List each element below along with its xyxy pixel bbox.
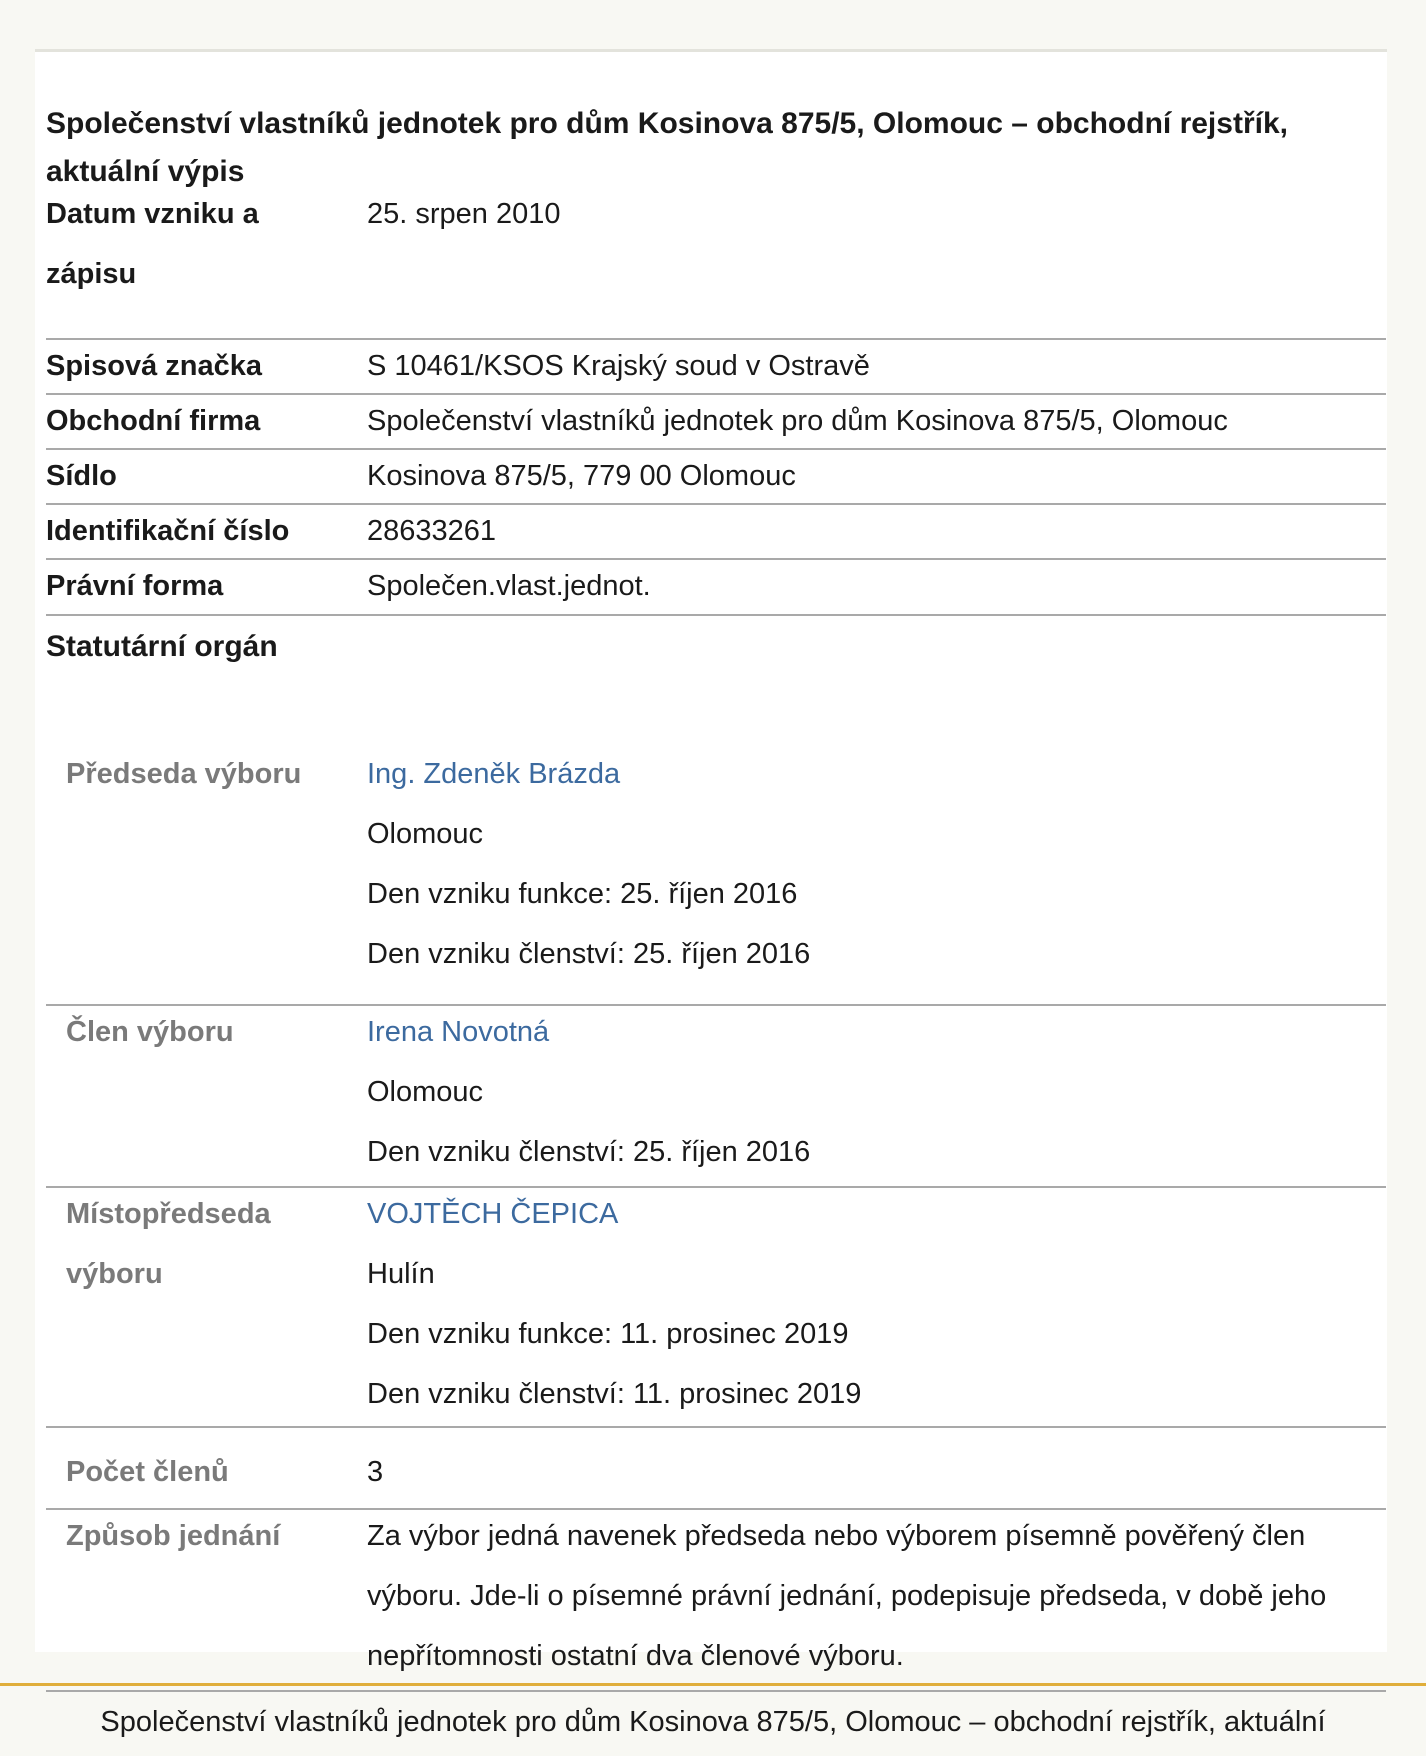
member-name-link[interactable]: Ing. Zdeněk Brázda <box>367 758 621 790</box>
member-function-start: Den vzniku funkce: 25. říjen 2016 <box>367 878 798 910</box>
id-label: Identifikační číslo <box>46 515 290 547</box>
row-file <box>46 340 1386 395</box>
page-title: Společenství vlastníků jednotek pro dům Kosinova 875/5, Olomouc – obchodní rejstřík, aktuální výpis <box>46 107 1288 188</box>
row-conduct <box>46 1510 1386 1692</box>
row-id <box>46 505 1386 560</box>
id-value: 28633261 <box>367 515 497 547</box>
row-form <box>46 560 1386 616</box>
file-label: Spisová značka <box>46 350 262 382</box>
count-label: Počet členů <box>66 1456 229 1488</box>
firm-label: Obchodní firma <box>46 405 261 437</box>
member-city: Olomouc <box>367 818 484 850</box>
file-value: S 10461/KSOS Krajský soud v Ostravě <box>367 350 870 382</box>
count-value: 3 <box>367 1456 384 1488</box>
date-value: 25. srpen 2010 <box>367 198 561 230</box>
member-row <box>46 1188 1386 1428</box>
member-city: Olomouc <box>367 1076 484 1108</box>
member-name-link[interactable]: VOJTĚCH ČEPICA <box>367 1198 619 1230</box>
seat-value: Kosinova 875/5, 779 00 Olomouc <box>367 460 796 492</box>
conduct-value: Za výbor jedná navenek předseda nebo výborem písemně pověřený člen výboru. Jde-li o písemné právní jednání, podepisuje předseda, v době jeho nepřítomnosti ostatní dva členové výboru. <box>367 1520 1327 1672</box>
conduct-label: Způsob jednání <box>66 1520 281 1552</box>
seat-label: Sídlo <box>46 460 117 492</box>
member-role: Předseda výboru <box>66 758 302 790</box>
member-role: Člen výboru <box>66 1016 234 1048</box>
row-firm <box>46 395 1386 450</box>
member-row <box>46 744 1386 1006</box>
member-row <box>46 1006 1386 1188</box>
firm-value: Společenství vlastníků jednotek pro dům Kosinova 875/5, Olomouc <box>367 405 1228 437</box>
row-member-count <box>46 1428 1386 1510</box>
footer-title: Společenství vlastníků jednotek pro dům Kosinova 875/5, Olomouc – obchodní rejstřík, aktuální <box>100 1706 1326 1738</box>
statutory-title: Statutární orgán <box>46 630 278 663</box>
footer-divider <box>0 1683 1426 1686</box>
member-membership-start: Den vzniku členství: 25. říjen 2016 <box>367 1136 811 1168</box>
member-membership-start: Den vzniku členství: 11. prosinec 2019 <box>367 1378 862 1410</box>
form-value: Společen.vlast.jednot. <box>367 570 651 602</box>
row-date <box>46 178 1386 340</box>
registry-card <box>35 49 1387 1672</box>
member-function-start: Den vzniku funkce: 11. prosinec 2019 <box>367 1318 849 1350</box>
member-details <box>367 1002 1367 1182</box>
date-label: Datum vzniku a zápisu <box>46 198 259 290</box>
member-details <box>367 1184 1367 1424</box>
member-membership-start: Den vzniku členství: 25. říjen 2016 <box>367 938 811 970</box>
form-label: Právní forma <box>46 570 224 602</box>
member-role: Místopředseda výboru <box>66 1198 271 1290</box>
member-name-link[interactable]: Irena Novotná <box>367 1016 550 1048</box>
row-seat <box>46 450 1386 505</box>
member-details <box>367 744 1367 984</box>
member-city: Hulín <box>367 1258 435 1290</box>
